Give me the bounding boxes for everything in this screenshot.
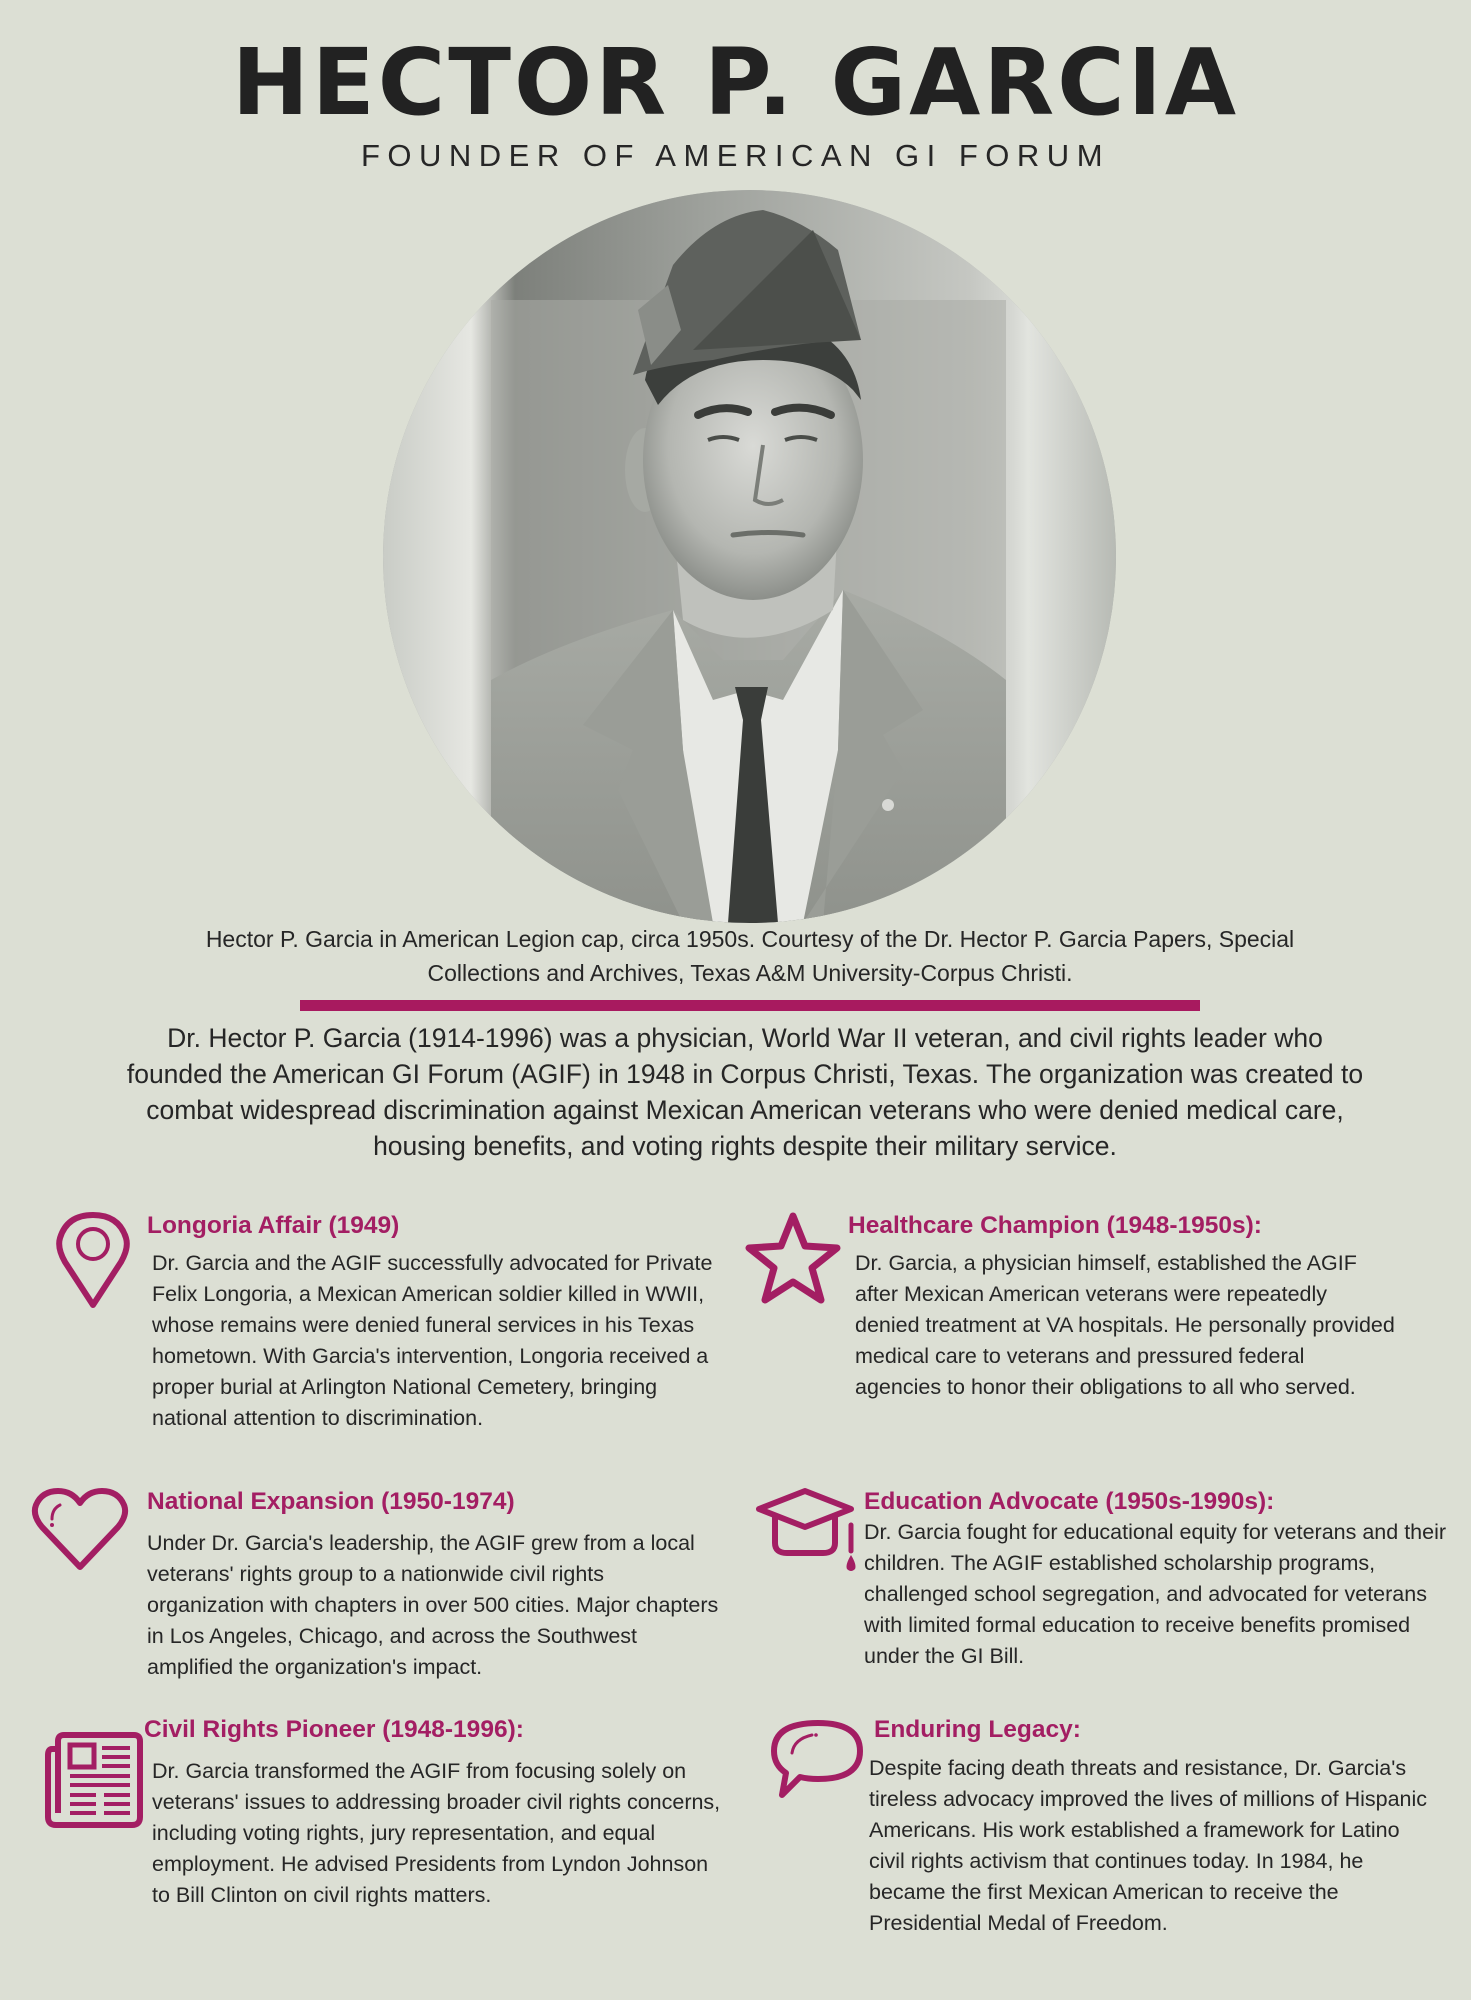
portrait-photo	[383, 190, 1116, 923]
section-body: Dr. Garcia and the AGIF successfully advocated for Private Felix Longoria, a Mexican American soldier killed in WWII, whose remains were denied funeral services in his Texas hometown. With Garcia's intervention, Longoria received a proper burial at Arlington National Cemetery, bringing national attention to discrimination.	[152, 1251, 713, 1430]
accent-divider	[300, 1000, 1200, 1011]
section-title: Longoria Affair (1949)	[147, 1212, 400, 1239]
section-title: Healthcare Champion (1948-1950s):	[848, 1212, 1262, 1239]
section-title: Civil Rights Pioneer (1948-1996):	[144, 1716, 524, 1743]
section-title: National Expansion (1950-1974)	[147, 1488, 515, 1515]
section-body: Dr. Garcia fought for educational equity for veterans and their children. The AGIF established scholarship programs, challenged school segregation, and advocated for veterans with limited formal education to receive benefits promised under the GI Bill.	[864, 1520, 1447, 1668]
portrait-illustration	[383, 190, 1116, 923]
map-pin-icon	[55, 1210, 131, 1310]
page-title: HECTOR P. GARCIA	[231, 29, 1240, 136]
graduation-cap-icon	[755, 1487, 855, 1573]
intro-paragraph: Dr. Hector P. Garcia (1914-1996) was a physician, World War II veteran, and civil rights leader who founded the American GI Forum (AGIF) in 1948 in Corpus Christi, Texas. The organization was created to combat widespread discrimination against Mexican American veterans who were denied medical care, housing benefits, and voting rights despite their military service.	[126, 1023, 1364, 1161]
section-body: Dr. Garcia transformed the AGIF from focusing solely on veterans' issues to addressing broader civil rights concerns, including voting rights, jury representation, and equal employment. He advised Presidents from Lyndon Johnson to Bill Clinton on civil rights matters.	[152, 1759, 721, 1907]
speech-bubble-icon	[770, 1717, 866, 1801]
star-icon	[743, 1210, 843, 1306]
section-title: Enduring Legacy:	[874, 1716, 1081, 1743]
section-body: Dr. Garcia, a physician himself, established the AGIF after Mexican American veterans were repeatedly denied treatment at VA hospitals. He personally provided medical care to veterans and pressured federal agencies to honor their obligations to all who served.	[855, 1251, 1395, 1399]
heart-icon	[30, 1485, 130, 1573]
section-title: Education Advocate (1950s-1990s):	[864, 1488, 1275, 1515]
photo-caption: Hector P. Garcia in American Legion cap, circa 1950s. Courtesy of the Dr. Hector P. Garcia Papers, Special Collections and Archives, Texas A&M University-Corpus Christi.	[205, 926, 1295, 986]
section-body: Under Dr. Garcia's leadership, the AGIF grew from a local veterans' rights group to a nationwide civil rights organization with chapters in over 500 cities. Major chapters in Los Angeles, Chicago, and across the Southwest amplified the organization's impact.	[147, 1531, 719, 1679]
section-body: Despite facing death threats and resistance, Dr. Garcia's tireless advocacy improved the lives of millions of Hispanic Americans. His work established a framework for Latino civil rights activism that continues today. In 1984, he became the first Mexican American to receive the Presidential Medal of Freedom.	[869, 1756, 1428, 1935]
page-subtitle: FOUNDER OF AMERICAN GI FORUM	[360, 138, 1111, 173]
newspaper-icon	[44, 1729, 144, 1829]
